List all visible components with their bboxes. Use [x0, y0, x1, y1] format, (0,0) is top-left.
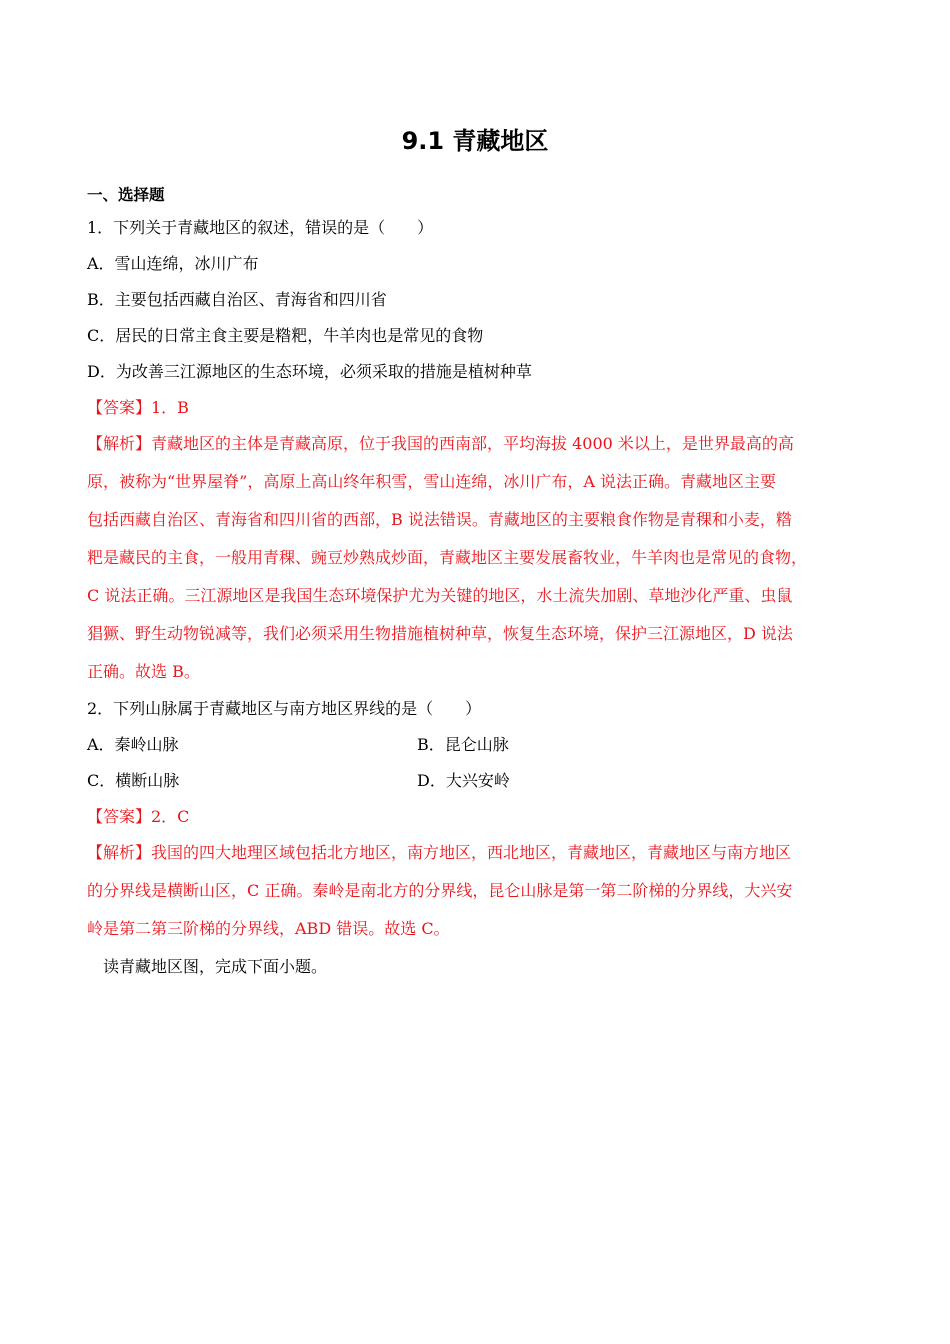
question-2-analysis-line: 【解析】我国的四大地理区域包括北方地区，南方地区，西北地区，青藏地区，青藏地区与南方地区 [87, 843, 792, 862]
question-2-analysis-line: 岭是第二第三阶梯的分界线，ABD 错误。故选 C。 [87, 919, 450, 938]
question-1-analysis-line: 正确。故选 B。 [87, 662, 200, 681]
question-1-option-a: A．雪山连绵，冰川广布 [87, 254, 259, 273]
question-1-stem: 1．下列关于青藏地区的叙述，错误的是（ ） [87, 218, 434, 237]
question-2-option-d: D．大兴安岭 [417, 771, 510, 790]
question-2-option-a: A．秦岭山脉 [87, 735, 179, 754]
question-1-analysis-line: C 说法正确。三江源地区是我国生态环境保护尤为关键的地区，水土流失加剧、草地沙化严重、虫鼠 [87, 586, 793, 605]
question-2-option-b: B．昆仑山脉 [417, 735, 509, 754]
question-2-analysis-line: 的分界线是横断山区，C 正确。秦岭是南北方的分界线，昆仑山脉是第一第二阶梯的分界线，大兴安 [87, 881, 793, 900]
question-2-option-c: C．横断山脉 [87, 771, 180, 790]
question-1-analysis-line: 猖獗、野生动物锐减等，我们必须采用生物措施植树种草，恢复生态环境，保护三江源地区，D 说法 [87, 624, 793, 643]
section-heading: 一、选择题 [87, 186, 165, 204]
question-1-option-c: C．居民的日常主食主要是糌粑，牛羊肉也是常见的食物 [87, 326, 484, 345]
question-2-stem: 2．下列山脉属于青藏地区与南方地区界线的是（ ） [87, 699, 482, 718]
question-1-option-b: B．主要包括西藏自治区、青海省和四川省 [87, 290, 387, 309]
question-1-analysis-line: 粑是藏民的主食，一般用青稞、豌豆炒熟成炒面，青藏地区主要发展畜牧业，牛羊肉也是常见的食物， [87, 548, 808, 567]
page-title: 9.1 青藏地区 [401, 127, 549, 155]
question-1-answer: 【答案】1．B [87, 398, 189, 417]
question-2-answer: 【答案】2．C [87, 807, 190, 826]
question-1-analysis-line: 【解析】青藏地区的主体是青藏高原，位于我国的西南部，平均海拔 4000 米以上，是世界最高的高 [87, 434, 794, 453]
reading-prompt: 读青藏地区图，完成下面小题。 [103, 957, 328, 976]
question-1-option-d: D．为改善三江源地区的生态环境，必须采取的措施是植树种草 [87, 362, 532, 381]
question-1-analysis-line: 原，被称为“世界屋脊”，高原上高山终年积雪，雪山连绵，冰川广布，A 说法正确。青藏地区主要 [87, 472, 777, 491]
question-1-analysis-line: 包括西藏自治区、青海省和四川省的西部，B 说法错误。青藏地区的主要粮食作物是青稞和小麦，糌 [87, 510, 792, 529]
